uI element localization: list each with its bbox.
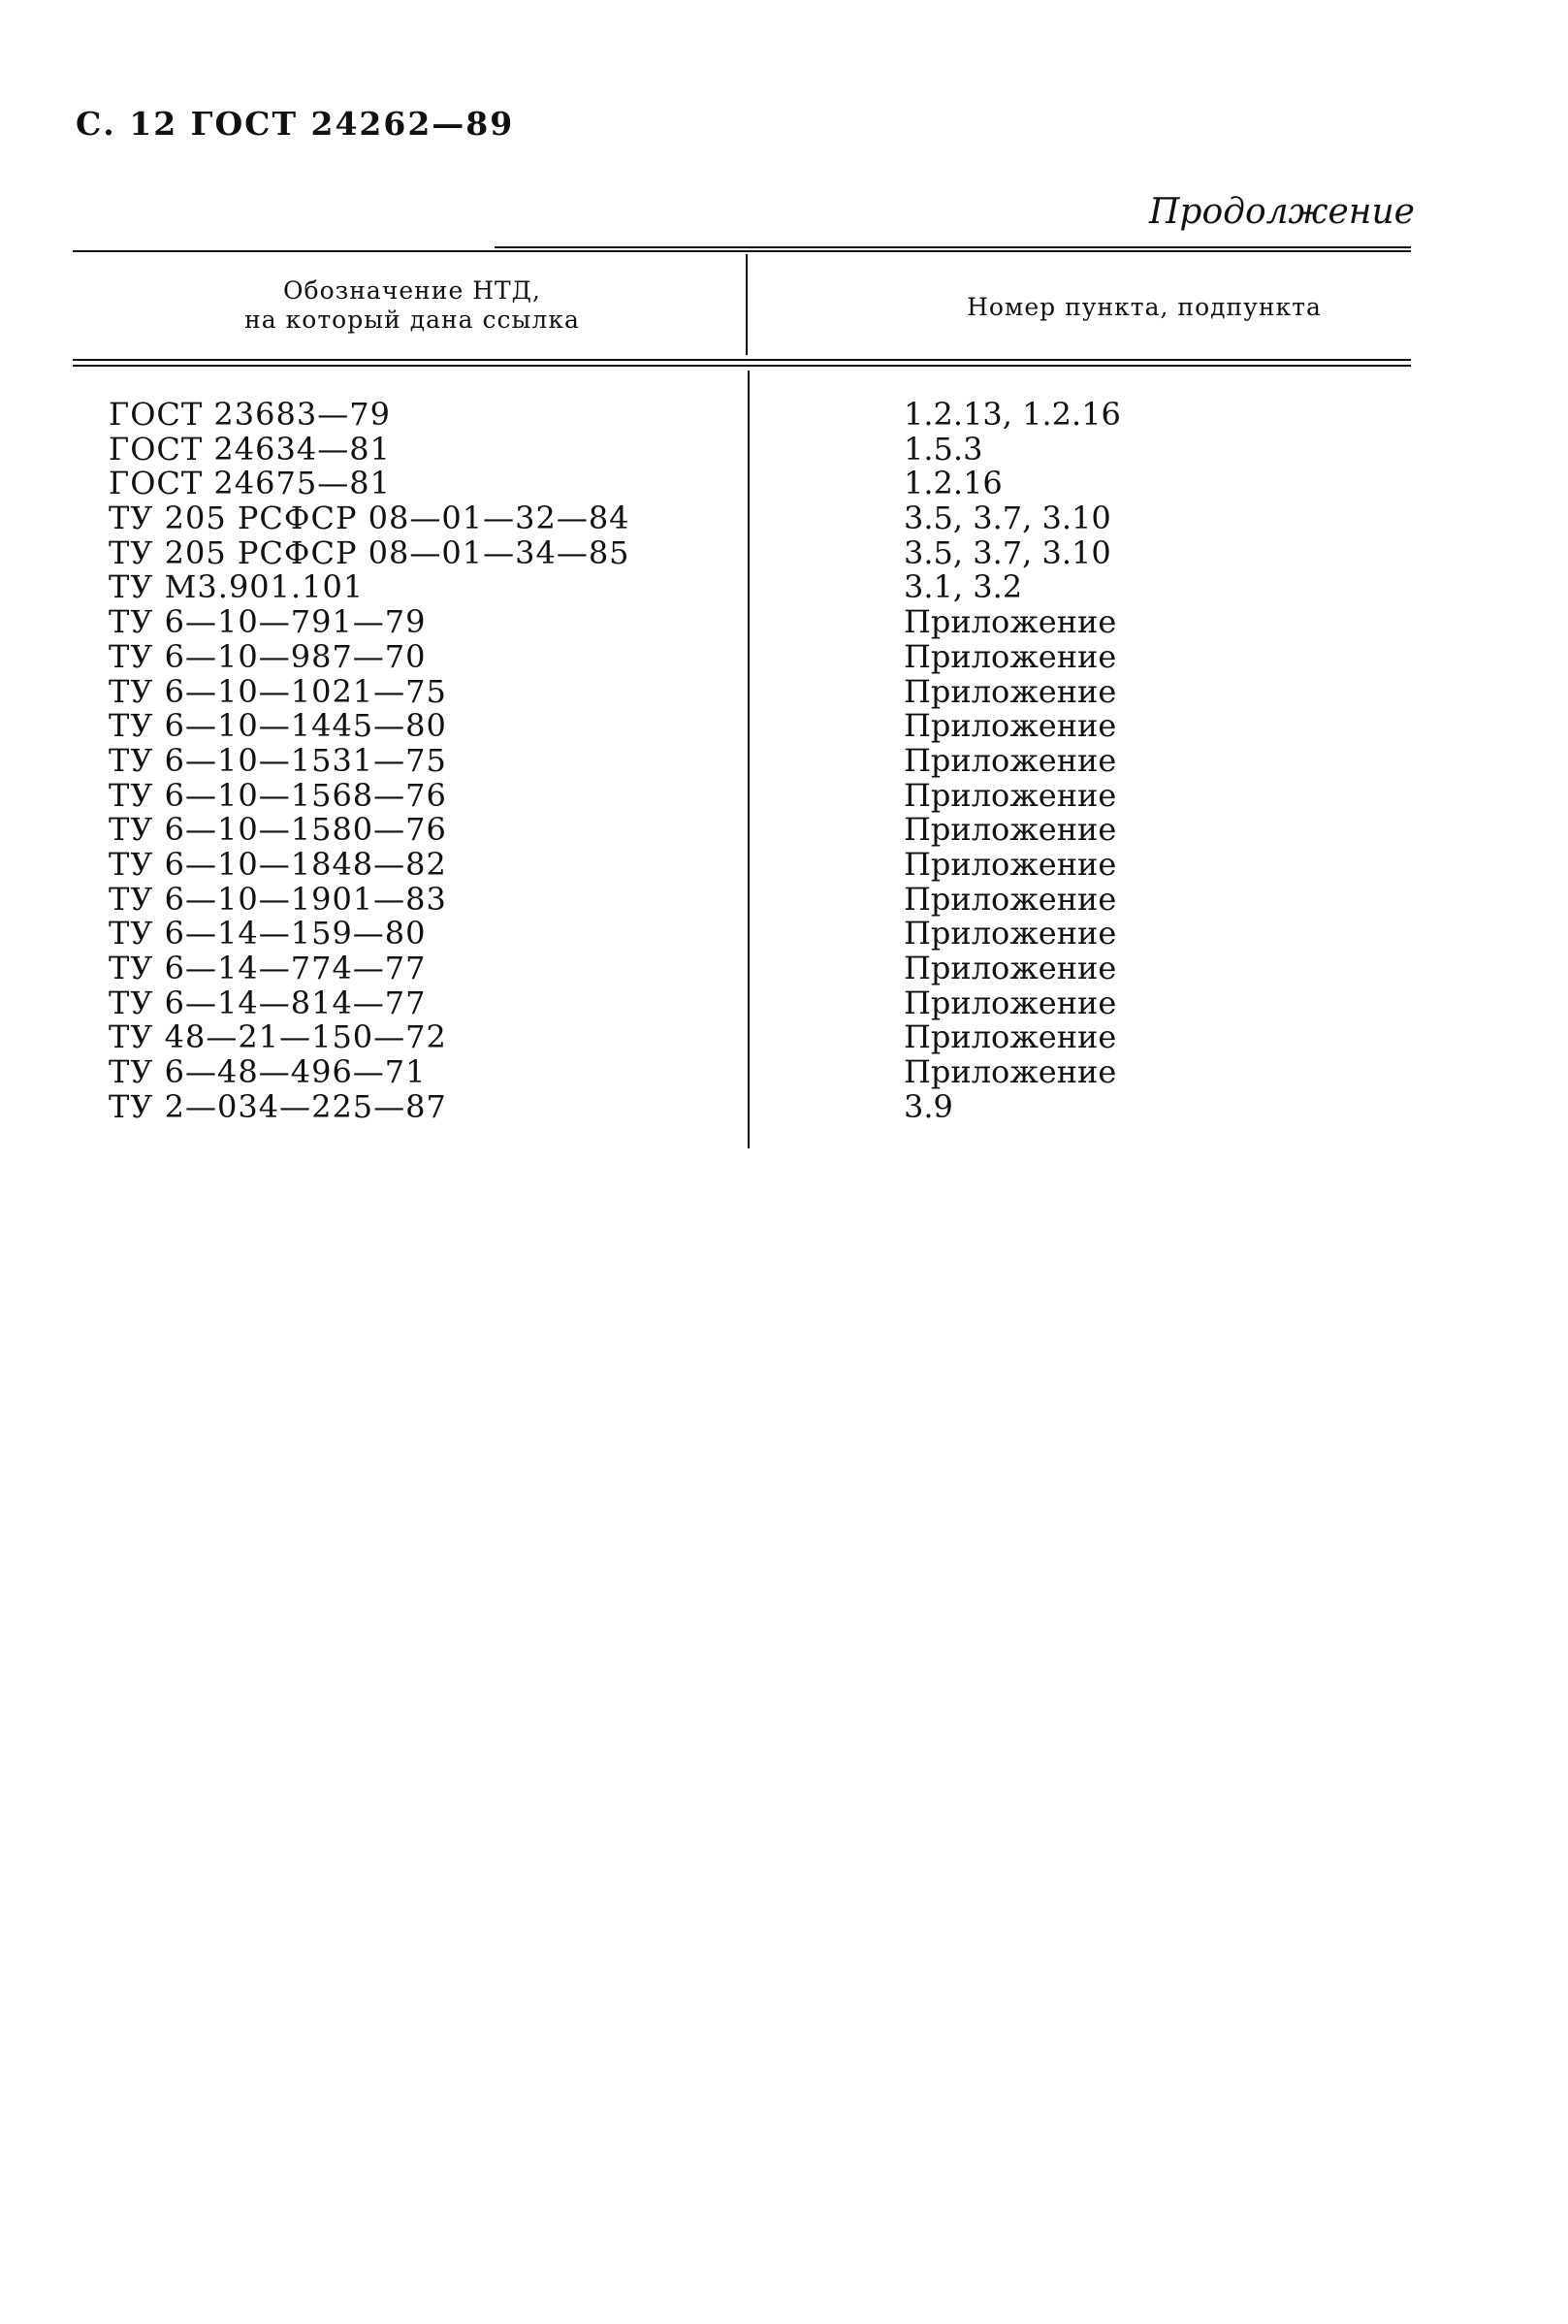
table-row [0, 813, 1568, 848]
document-designation: ТУ 6—14—814—77 [109, 984, 427, 1021]
clause-reference: 3.9 [904, 1087, 953, 1125]
document-designation: ТУ 6—10—791—79 [109, 603, 427, 641]
document-designation: ТУ 6—10—1531—75 [109, 741, 447, 779]
document-designation: ТУ 6—10—1021—75 [109, 672, 447, 710]
document-designation: ТУ 205 РСФСР 08—01—32—84 [109, 500, 630, 537]
document-designation: ГОСТ 24634—81 [109, 430, 391, 468]
clause-reference: Приложение [904, 1018, 1117, 1056]
clause-reference: 1.2.16 [904, 465, 1003, 502]
clause-reference: 1.2.13, 1.2.16 [904, 396, 1121, 433]
document-designation: ТУ 2—034—225—87 [109, 1087, 447, 1125]
table-row [0, 1055, 1568, 1090]
document-designation: ТУ 6—14—774—77 [109, 950, 427, 986]
table-row [0, 533, 1568, 571]
column-header-designation-line2: на который дана ссылка [244, 306, 580, 334]
header-column-divider [746, 254, 748, 355]
table-row [0, 880, 1568, 918]
document-designation: ТУ 205 РСФСР 08—01—34—85 [109, 533, 630, 571]
table-row [0, 741, 1568, 779]
table-row [0, 952, 1568, 986]
clause-reference: 3.5, 3.7, 3.10 [904, 500, 1111, 537]
clause-reference: Приложение [904, 950, 1117, 986]
continuation-label: Продолжение [1149, 192, 1415, 232]
table-row [0, 430, 1568, 468]
clause-reference: Приложение [904, 1053, 1117, 1091]
document-designation: ТУ 6—10—1568—76 [109, 776, 447, 814]
table-row [0, 570, 1568, 605]
table-row [0, 672, 1568, 710]
column-header-designation-line1: Обозначение НТД, [283, 276, 541, 305]
table-row [0, 398, 1568, 433]
clause-reference: Приложение [904, 915, 1117, 952]
clause-reference: Приложение [904, 741, 1117, 779]
table-row [0, 1087, 1568, 1125]
clause-reference: Приложение [904, 984, 1117, 1021]
document-designation: ТУ 48—21—150—72 [109, 1018, 447, 1056]
table-row [0, 467, 1568, 501]
clause-reference: Приложение [904, 811, 1117, 849]
document-designation: ТУ 6—10—987—70 [109, 637, 427, 675]
document-designation: ТУ 6—48—496—71 [109, 1053, 427, 1091]
document-designation: ТУ 6—10—1848—82 [109, 845, 447, 883]
document-designation: ТУ 6—14—159—80 [109, 915, 427, 952]
clause-reference: 3.1, 3.2 [904, 568, 1023, 606]
clause-reference: Приложение [904, 603, 1117, 641]
table-top-rule-accent [495, 246, 1411, 248]
table-row [0, 605, 1568, 640]
clause-reference: Приложение [904, 637, 1117, 675]
clause-reference: 1.5.3 [904, 430, 983, 468]
table-row [0, 917, 1568, 952]
column-header-clause: Номер пункта, подпункта [967, 293, 1322, 321]
page-header: С. 12 ГОСТ 24262—89 [76, 105, 515, 143]
header-bottom-rule-2 [73, 365, 1411, 367]
clause-reference: Приложение [904, 880, 1117, 918]
clause-reference: 3.5, 3.7, 3.10 [904, 533, 1111, 571]
clause-reference: Приложение [904, 845, 1117, 883]
header-bottom-rule-1 [73, 359, 1411, 361]
column-header-designation [78, 276, 747, 335]
clause-reference: Приложение [904, 672, 1117, 710]
table-row [0, 1020, 1568, 1055]
document-designation: ТУ 6—10—1445—80 [109, 707, 447, 745]
table-row [0, 986, 1568, 1021]
table-row [0, 845, 1568, 883]
clause-reference: Приложение [904, 776, 1117, 814]
table-row [0, 776, 1568, 814]
document-designation: ГОСТ 23683—79 [109, 396, 391, 433]
clause-reference: Приложение [904, 707, 1117, 745]
table-body [0, 398, 1568, 1124]
table-top-rule [73, 250, 1411, 252]
table-row [0, 637, 1568, 675]
document-designation: ТУ 6—10—1580—76 [109, 811, 447, 849]
table-row [0, 709, 1568, 744]
document-designation: ТУ М3.901.101 [109, 568, 365, 606]
document-designation: ТУ 6—10—1901—83 [109, 880, 447, 918]
table-row [0, 501, 1568, 536]
document-designation: ГОСТ 24675—81 [109, 465, 391, 502]
